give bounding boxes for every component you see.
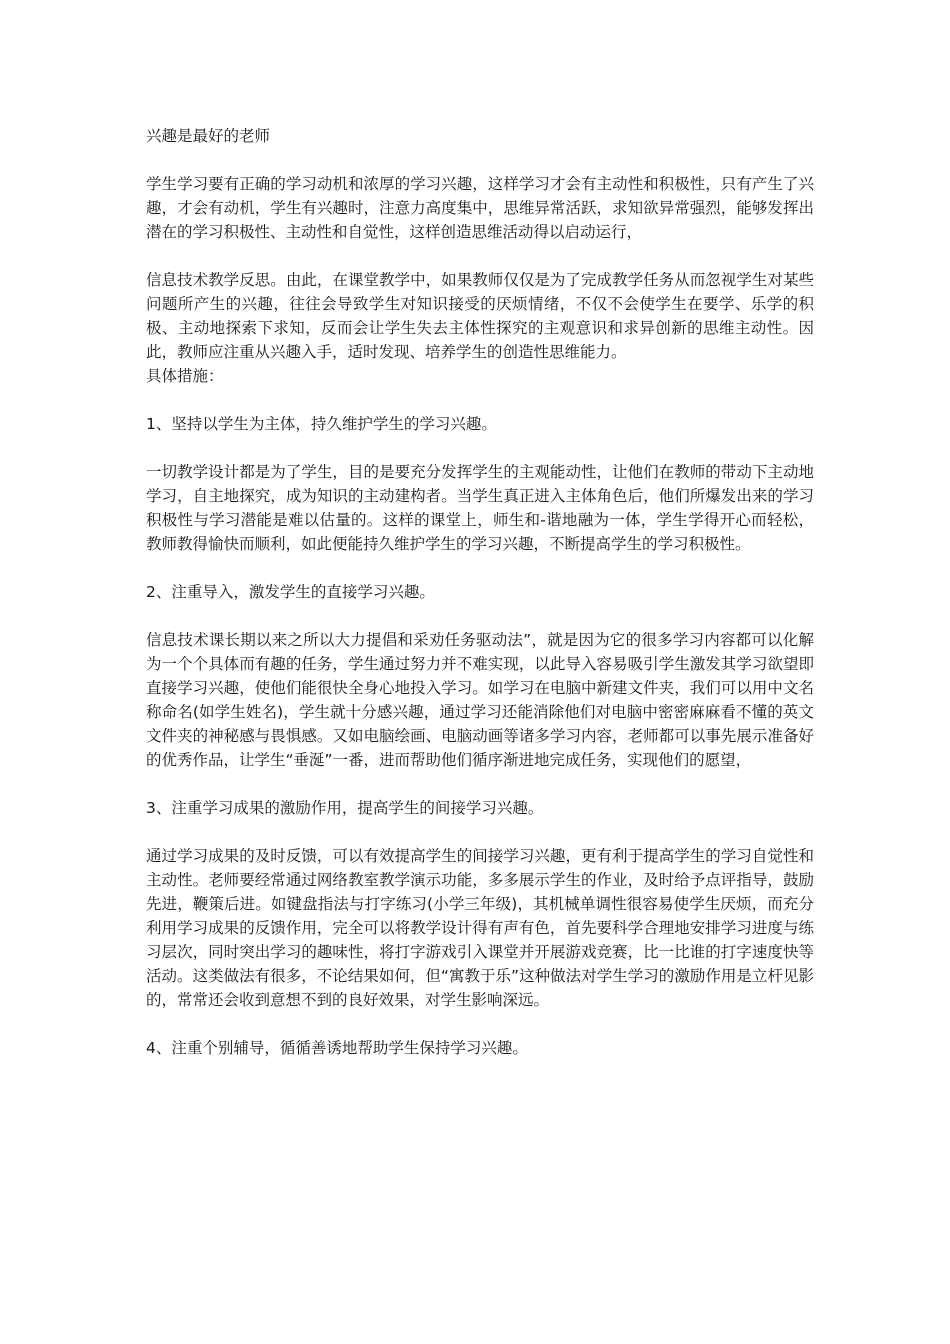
paragraph-4: 一切教学设计都是为了学生，目的是要充分发挥学生的主观能动性，让他们在教师的带动下主动地学习，自主地探究，成为知识的主动建构者。当学生真正进入主体角色后，他们所爆发出来的学习积极性与学习潜能是难以估量的。这样的课堂上，师生和-谐地融为一体，学生学得开心而轻松，教师教得愉快而顺利，如此便能持久维护学生的学习兴趣，不断提高学生的学习积极性。: [146, 463, 814, 553]
paragraph-1: 学生学习要有正确的学习动机和浓厚的学习兴趣，这样学习才会有主动性和积极性，只有产生了兴趣，才会有动机，学生有兴趣时，注意力高度集中，思维异常活跃，求知欲异常强烈，能够发挥出潜在的学习积极性、主动性和自觉性，这样创造思维活动得以启动运行，: [146, 175, 814, 241]
section-heading-4: 4、注重个别辅导，循循善诱地帮助学生保持学习兴趣。: [146, 1039, 528, 1057]
section-heading-1: 1、坚持以学生为主体，持久维护学生的学习兴趣。: [146, 415, 497, 433]
section-heading-3: 3、注重学习成果的激励作用，提高学生的间接学习兴趣。: [146, 799, 544, 817]
document-title: 兴趣是最好的老师: [146, 127, 271, 145]
document-page: [146, 124, 814, 1084]
section-heading-2: 2、注重导入，激发学生的直接学习兴趣。: [146, 583, 435, 601]
paragraph-2: 信息技术教学反思。由此，在课堂教学中，如果教师仅仅是为了完成教学任务从而忽视学生对某些问题所产生的兴趣，往往会导致学生对知识接受的厌烦情绪，不仅不会使学生在要学、乐学的积极、主动地探索下求知，反而会让学生失去主体性探究的主观意识和求异创新的思维主动性。因此，教师应注重从兴趣入手，适时发现、培养学生的创造性思维能力。: [146, 271, 814, 361]
paragraph-5: 信息技术课长期以来之所以大力提倡和采劝任务驱动法”，就是因为它的很多学习内容都可以化解为一个个具体而有趣的任务，学生通过努力并不难实现，以此导入容易吸引学生激发其学习欲望即直接学习兴趣，使他们能很快全身心地投入学习。如学习在电脑中新建文件夹，我们可以用中文名称命名(如学生姓名)，学生就十分感兴趣，通过学习还能消除他们对电脑中密密麻麻看不懂的英文文件夹的神秘感与畏惧感。又如电脑绘画、电脑动画等诸多学习内容，老师都可以事先展示准备好的优秀作品，让学生“垂涎”一番，进而帮助他们循序渐进地完成任务，实现他们的愿望，: [146, 631, 814, 769]
paragraph-6: 通过学习成果的及时反馈，可以有效提高学生的间接学习兴趣，更有利于提高学生的学习自觉性和主动性。老师要经常通过网络教室教学演示功能，多多展示学生的作业，及时给予点评指导，鼓励先进，鞭策后进。如键盘指法与打字练习(小学三年级)，其机械单调性很容易使学生厌烦，而充分利用学习成果的反馈作用，完全可以将教学设计得有声有色，首先要科学合理地安排学习进度与练习层次，同时突出学习的趣味性，将打字游戏引入课堂并开展游戏竞赛，比一比谁的打字速度快等活动。这类做法有很多，不论结果如何，但“寓教于乐”这种做法对学生学习的激励作用是立杆见影的，常常还会收到意想不到的良好效果，对学生影响深远。: [146, 847, 814, 1009]
paragraph-3: 具体措施：: [146, 367, 224, 385]
